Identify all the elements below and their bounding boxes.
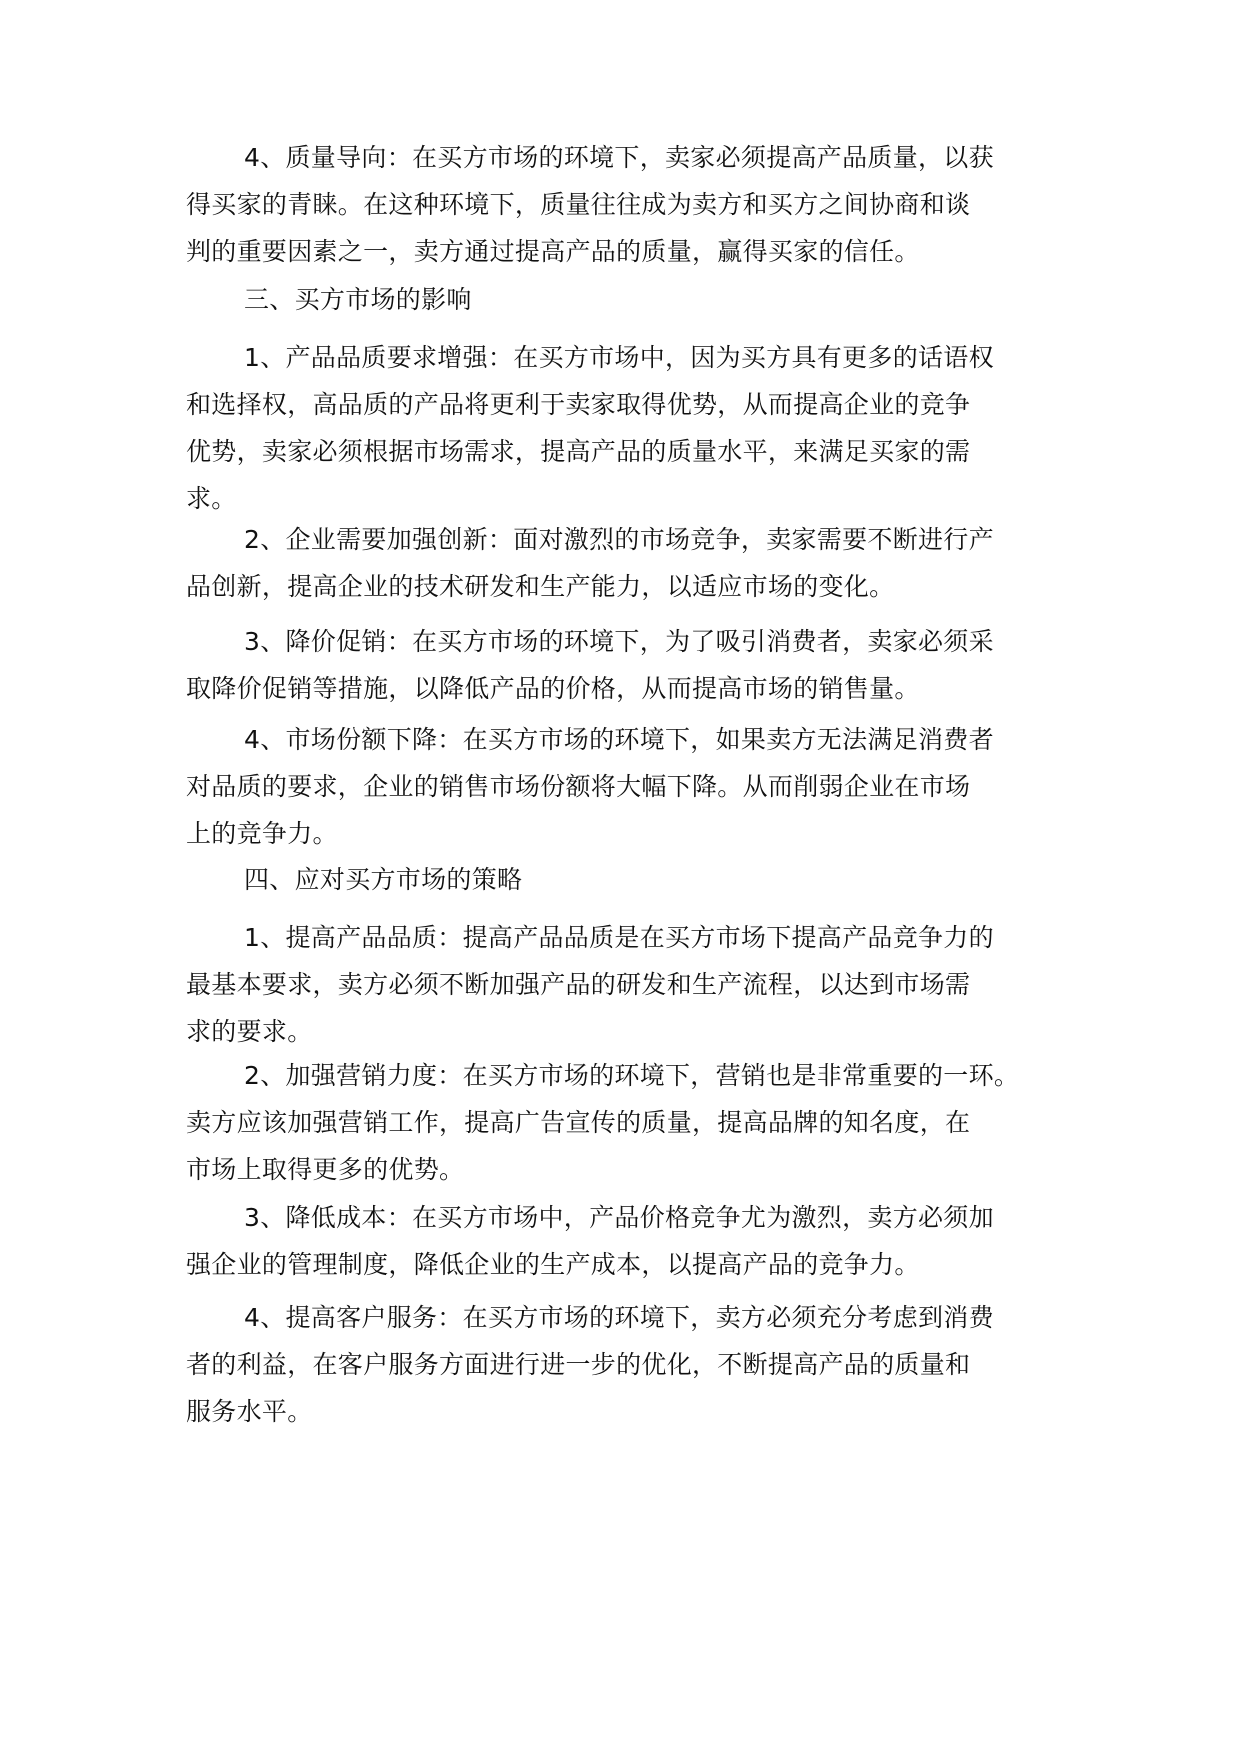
- paragraph-improve-quality: [186, 914, 1066, 1055]
- text-line: 优势，卖家必须根据市场需求，提高产品的质量水平，来满足买家的需: [186, 437, 971, 466]
- heading-line: 四、应对买方市场的策略: [244, 865, 523, 894]
- text-line: 1、产品品质要求增强：在买方市场中，因为买方具有更多的话语权: [244, 343, 994, 372]
- paragraph-market-share: [186, 716, 1066, 857]
- text-line: 品创新，提高企业的技术研发和生产能力，以适应市场的变化。: [186, 572, 895, 601]
- text-line: 求的要求。: [186, 1017, 313, 1046]
- text-line: 1、提高产品品质：提高产品品质是在买方市场下提高产品竞争力的: [244, 923, 994, 952]
- text-line: 3、降低成本：在买方市场中，产品价格竞争尤为激烈，卖方必须加: [244, 1203, 994, 1232]
- text-line: 判的重要因素之一，卖方通过提高产品的质量，赢得买家的信任。: [186, 237, 920, 266]
- text-line: 者的利益，在客户服务方面进行进一步的优化，不断提高产品的质量和: [186, 1350, 971, 1379]
- text-line: 市场上取得更多的优势。: [186, 1155, 465, 1184]
- section-heading-impact: [186, 276, 1066, 323]
- text-line: 对品质的要求，企业的销售市场份额将大幅下降。从而削弱企业在市场: [186, 772, 971, 801]
- text-line: 最基本要求，卖方必须不断加强产品的研发和生产流程，以达到市场需: [186, 970, 971, 999]
- paragraph-quality-requirement: [186, 334, 1066, 522]
- text-line: 服务水平。: [186, 1397, 313, 1426]
- text-line: 卖方应该加强营销工作，提高广告宣传的质量，提高品牌的知名度，在: [186, 1108, 971, 1137]
- text-line: 3、降价促销：在买方市场的环境下，为了吸引消费者，卖家必须采: [244, 627, 994, 656]
- text-line: 强企业的管理制度，降低企业的生产成本，以提高产品的竞争力。: [186, 1250, 920, 1279]
- text-line: 2、加强营销力度：在买方市场的环境下，营销也是非常重要的一环。: [244, 1061, 1020, 1090]
- text-line: 2、企业需要加强创新：面对激烈的市场竞争，卖家需要不断进行产: [244, 525, 994, 554]
- paragraph-innovation: [186, 516, 1066, 610]
- text-line: 取降价促销等措施，以降低产品的价格，从而提高市场的销售量。: [186, 674, 920, 703]
- text-line: 上的竞争力。: [186, 819, 338, 848]
- section-heading-strategy: [186, 856, 1066, 903]
- paragraph-marketing: [186, 1052, 1066, 1193]
- text-line: 得买家的青睐。在这种环境下，质量往往成为卖方和买方之间协商和谈: [186, 190, 971, 219]
- text-line: 4、提高客户服务：在买方市场的环境下，卖方必须充分考虑到消费: [244, 1303, 994, 1332]
- paragraph-price-promotion: [186, 618, 1066, 712]
- text-line: 4、质量导向：在买方市场的环境下，卖家必须提高产品质量，以获: [244, 143, 994, 172]
- text-line: 求。: [186, 484, 237, 513]
- heading-line: 三、买方市场的影响: [244, 285, 472, 314]
- paragraph-reduce-cost: [186, 1194, 1066, 1288]
- paragraph-quality-orientation: [186, 134, 1066, 275]
- text-line: 和选择权，高品质的产品将更利于卖家取得优势，从而提高企业的竞争: [186, 390, 971, 419]
- text-line: 4、市场份额下降：在买方市场的环境下，如果卖方无法满足消费者: [244, 725, 994, 754]
- paragraph-customer-service: [186, 1294, 1066, 1435]
